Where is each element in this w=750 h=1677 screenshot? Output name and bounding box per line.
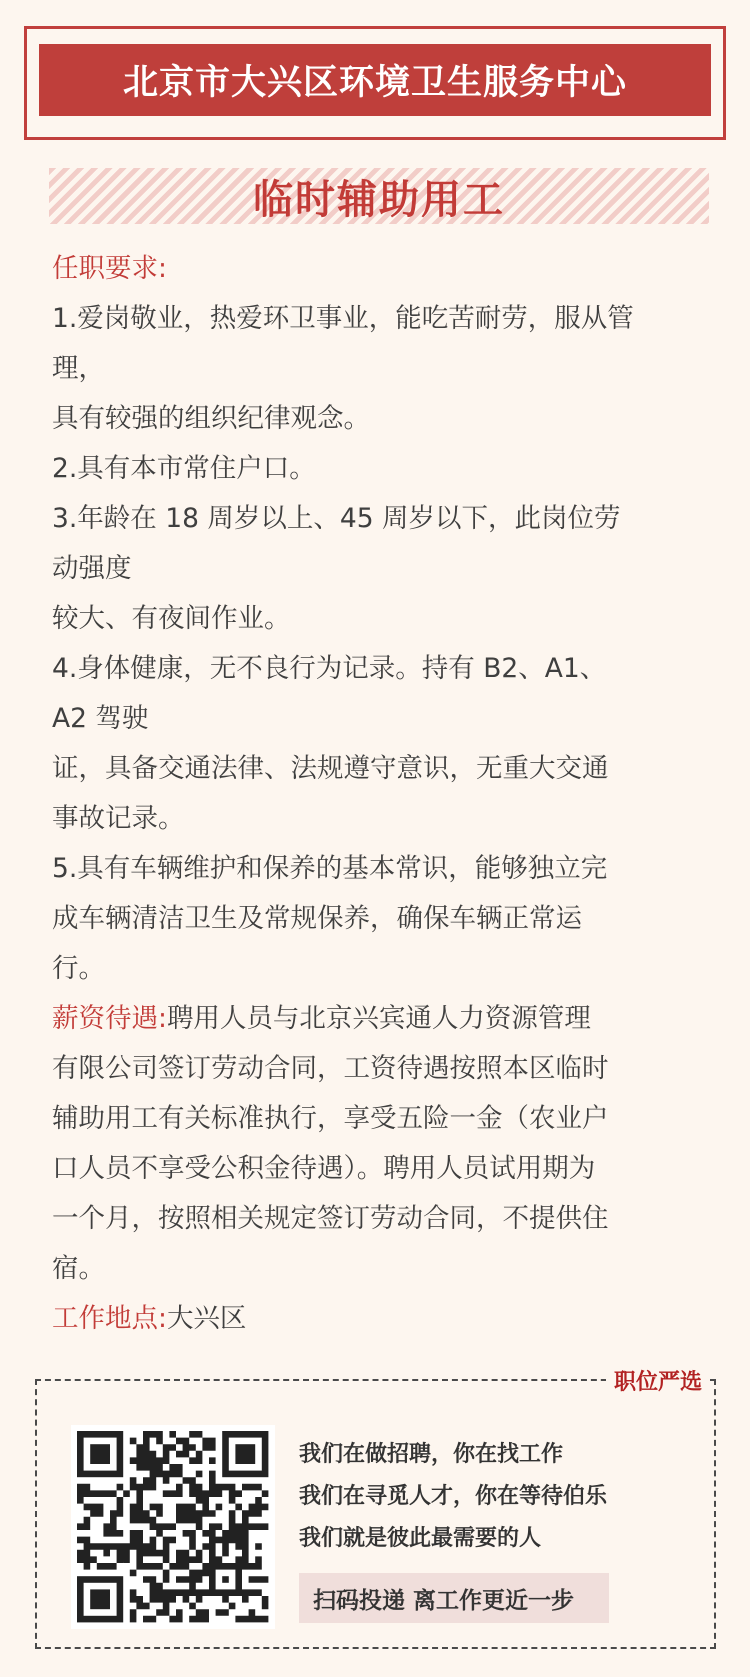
salary-line: 有限公司签订劳动合同，工资待遇按照本区临时 xyxy=(52,1053,609,1084)
job-title-banner xyxy=(49,168,709,224)
requirement-line: 3.年龄在 18 周岁以上、45 周岁以下，此岗位劳 xyxy=(52,503,621,534)
qr-code-icon[interactable] xyxy=(71,1425,275,1629)
requirement-line: 2.具有本市常住户口。 xyxy=(52,453,316,484)
card-tag: 职位严选 xyxy=(606,1361,710,1400)
card-line: 我们在寻觅人才，你在等待伯乐 xyxy=(299,1483,608,1509)
card-slogan xyxy=(299,1433,607,1559)
header-title: 北京市大兴区环境卫生服务中心 xyxy=(39,44,711,116)
location-value: 大兴区 xyxy=(166,1303,247,1334)
requirement-line: 1.爱岗敬业，热爱环卫事业，能吃苦耐劳，服从管 xyxy=(52,303,634,334)
requirement-line: 具有较强的组织纪律观念。 xyxy=(52,403,370,434)
salary-line: 辅助用工有关标准执行，享受五险一金（农业户 xyxy=(52,1103,609,1134)
salary-label: 薪资待遇: xyxy=(52,1003,167,1034)
card-line: 我们就是彼此最需要的人 xyxy=(299,1525,542,1551)
requirement-line: 事故记录。 xyxy=(52,803,185,834)
requirement-line: A2 驾驶 xyxy=(52,703,149,734)
requirement-line: 行。 xyxy=(52,953,105,984)
job-description xyxy=(52,244,712,1344)
job-title: 临时辅助用工 xyxy=(253,176,505,223)
requirement-line: 理， xyxy=(52,353,105,384)
salary-line: 宿。 xyxy=(52,1253,105,1284)
requirement-line: 4.身体健康，无不良行为记录。持有 B2、A1、 xyxy=(52,653,607,684)
location-line xyxy=(52,1294,712,1344)
requirements-label: 任职要求: xyxy=(52,253,167,284)
requirement-line: 较大、有夜间作业。 xyxy=(52,603,291,634)
requirement-line: 成车辆清洁卫生及常规保养，确保车辆正常运 xyxy=(52,903,582,934)
location-label: 工作地点: xyxy=(52,1303,167,1334)
scan-cta[interactable]: 扫码投递 离工作更近一步 xyxy=(299,1573,609,1623)
card-line: 我们在做招聘，你在找工作 xyxy=(299,1441,564,1467)
requirement-line: 动强度 xyxy=(52,553,132,584)
requirement-line: 证，具备交通法律、法规遵守意识，无重大交通 xyxy=(52,753,609,784)
requirement-line: 5.具有车辆维护和保养的基本常识，能够独立完 xyxy=(52,853,608,884)
salary-first-line xyxy=(52,994,712,1044)
salary-text: 聘用人员与北京兴宾通人力资源管理 xyxy=(166,1003,591,1034)
salary-line: 口人员不享受公积金待遇）。聘用人员试用期为 xyxy=(52,1153,596,1184)
salary-line: 一个月，按照相关规定签订劳动合同，不提供住 xyxy=(52,1203,609,1234)
header-frame xyxy=(24,26,726,140)
recruit-card xyxy=(35,1369,716,1649)
